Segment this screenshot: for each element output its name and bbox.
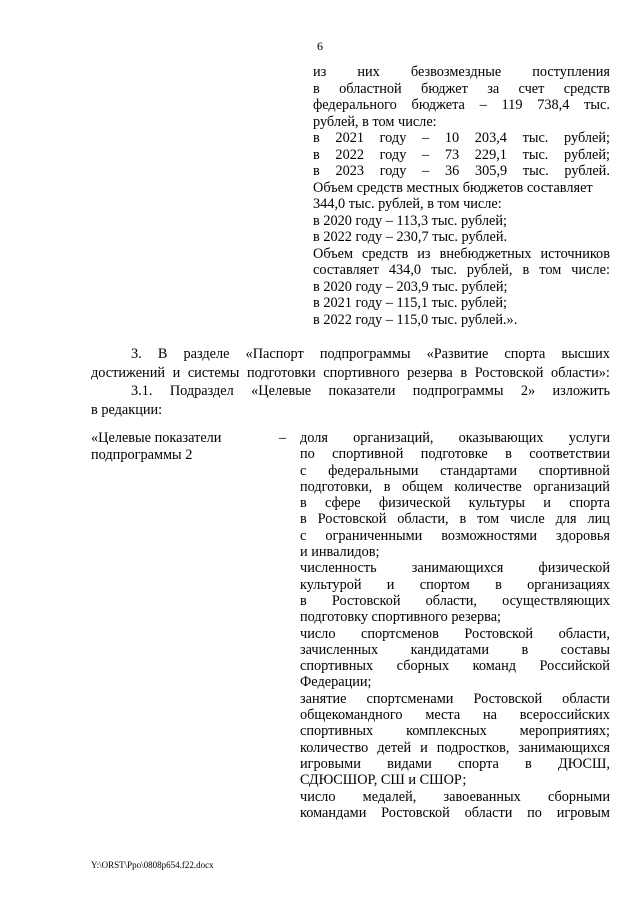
text-line: рублей, в том числе: — [313, 113, 437, 130]
text-line: количество детей и подростков, занимающихся — [300, 739, 610, 756]
text-line: федерального бюджета – 119 738,4 тыс. — [313, 97, 610, 113]
text-line: в 2020 году – 203,9 тыс. рублей; — [313, 278, 508, 295]
file-path-footer: Y:\ORST\Ppo\0808p654.f22.docx — [91, 860, 214, 870]
text-line: подготовку спортивного резерва; — [300, 609, 502, 626]
text-line: и инвалидов; — [300, 544, 380, 561]
text-line: число спортсменов Ростовской области, — [300, 625, 610, 642]
target-indicators-list — [300, 430, 610, 821]
text-line: спортивных сборных команд Российской — [300, 658, 610, 675]
text-line: «Целевые показатели — [91, 430, 222, 446]
text-line: зачисленных кандидатами в составы — [300, 641, 610, 658]
text-line: в областной бюджет за счет средств — [313, 80, 610, 97]
text-line: Объем средств местных бюджетов составляет — [313, 179, 593, 196]
text-line: спортивных комплексных мероприятиях; — [300, 723, 610, 740]
text-line: в 2021 году – 115,1 тыс. рублей; — [313, 295, 507, 311]
text-line: Объем средств из внебюджетных источников — [313, 245, 610, 262]
text-line: с ограниченными возможностями здоровья — [300, 527, 610, 544]
target-indicators-label — [91, 430, 251, 463]
label-dash: – — [279, 430, 287, 446]
text-line: подготовки, в общем количестве организаций — [300, 478, 610, 495]
section-3-paragraph — [91, 345, 610, 419]
text-line: в 2022 году – 230,7 тыс. рублей. — [313, 229, 508, 245]
text-line: 3. В разделе «Паспорт подпрограммы «Развитие спорта высших — [131, 346, 610, 362]
text-line: с федеральными стандартами спортивной — [300, 462, 610, 479]
text-line: культурой и спортом в организациях — [300, 576, 610, 593]
text-line: общекомандного места на всероссийских — [300, 707, 610, 724]
text-line: в 2020 году – 113,3 тыс. рублей; — [313, 212, 507, 229]
text-line: доля организаций, оказывающих услуги — [300, 430, 610, 446]
text-line: в 2022 году – 73 229,1 тыс. рублей; — [313, 146, 610, 163]
text-line: подпрограммы 2 — [91, 446, 193, 463]
text-line: число медалей, завоеванных сборными — [300, 788, 610, 805]
text-line: в редакции: — [91, 401, 163, 418]
text-line: по спортивной подготовке в соответствии — [300, 446, 610, 463]
funding-paragraph — [313, 64, 610, 328]
page-number: 6 — [317, 39, 323, 53]
text-line: 344,0 тыс. рублей, в том числе: — [313, 196, 502, 212]
text-line: 3.1. Подраздел «Целевые показатели подпрограммы 2» изложить — [131, 383, 610, 399]
text-line: в 2022 году – 115,0 тыс. рублей.». — [313, 311, 518, 328]
text-line: игровыми видами спорта в ДЮСШ, — [300, 755, 610, 772]
text-line: СДЮСШОР, СШ и СШОР; — [300, 772, 467, 789]
text-line: в Ростовской области, в том числе для лиц — [300, 511, 610, 528]
text-line: в 2021 году – 10 203,4 тыс. рублей; — [313, 130, 610, 146]
text-line: в сфере физической культуры и спорта — [300, 495, 610, 512]
text-line: достижений и системы подготовки спортивного резерва в Ростовской области»: — [91, 364, 610, 381]
text-line: в 2023 году – 36 305,9 тыс. рублей. — [313, 163, 610, 179]
text-line: из них безвозмездные поступления — [313, 64, 610, 80]
text-line: командами Ростовской области по игровым — [300, 804, 610, 821]
text-line: Федерации; — [300, 674, 372, 691]
text-line: составляет 434,0 тыс. рублей, в том числе: — [313, 262, 610, 278]
text-line: занятие спортсменами Ростовской области — [300, 690, 610, 707]
text-line: в Ростовской области, осуществляющих — [300, 592, 610, 609]
text-line: численность занимающихся физической — [300, 560, 610, 577]
